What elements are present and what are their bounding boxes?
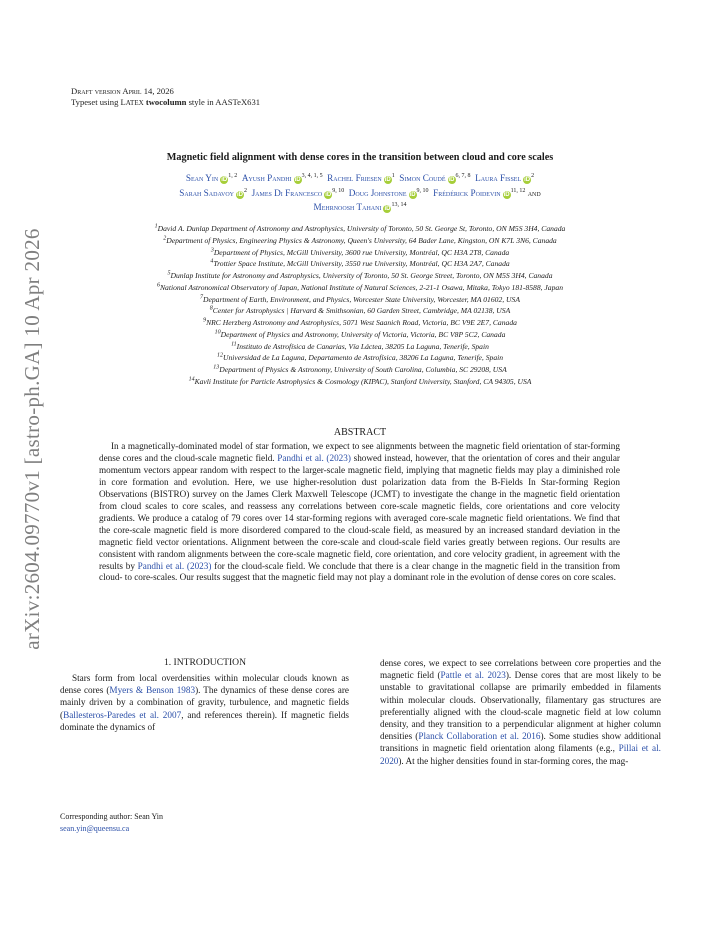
author-affil-sup: 6, 7, 8 [455, 172, 471, 179]
affiliation-number: 1 [154, 223, 158, 230]
author-affil-sup: 3, 4, 1, 5 [301, 172, 323, 179]
orcid-icon[interactable]: iD [503, 192, 510, 198]
affiliation-number: 7 [200, 293, 204, 300]
author-line-1 [60, 171, 660, 185]
paper-title: Magnetic field alignment with dense cores in the transition between cloud and core scales [166, 152, 554, 163]
affiliation-item [40, 258, 680, 270]
author-name[interactable]: Frédérick Poidevin [433, 188, 501, 198]
affiliation-number: 4 [210, 258, 214, 265]
affiliation-item [40, 376, 680, 388]
affiliation-item [40, 282, 680, 294]
typeset-suffix: style in AASTeX631 [186, 97, 261, 107]
body-text: ). Some studies show additional transitions in magnetic field orientation along filaments (e.g., [380, 731, 662, 754]
author-name[interactable]: Laura Fissel [475, 173, 522, 183]
affiliation-text: Trottier Space Institute, McGill University, 3550 rue University, Montréal, QC H3A 2A7, Canada [213, 259, 510, 269]
author-name[interactable]: James Di Francesco [251, 188, 323, 198]
intro-left-column [60, 672, 349, 733]
author-name[interactable]: Ayush Pandhi [241, 173, 292, 183]
draft-version-line: Draft version April 14, 2026 [71, 86, 174, 96]
abstract-text: for the cloud-scale field. We conclude that there is a clear change in the magnetic field in the transition from cloud- to core-scales. Our results suggest that the magnetic field may not play a dominant role in the evolution of dense cores on core scales. [99, 560, 620, 583]
typeset-style-bold: twocolumn [145, 97, 187, 107]
citation-link[interactable]: Myers & Benson 1983 [109, 685, 196, 696]
author-affil-sup: 11, 12 [510, 187, 526, 194]
author-name[interactable]: Simon Coudé [399, 173, 446, 183]
affiliation-item [40, 235, 680, 247]
citation-link[interactable]: Pillai et al. 2020 [380, 743, 661, 766]
author-affil-sup: 9, 10 [416, 187, 429, 194]
abstract-text: showed instead, however, that the orientation of cores and their angular momentum vectors appear random with respect to the larger-scale magnetic field, implying that magnetic fields may play a diminished role in core formation and evolution. Here, we use higher-resolution dust polarization data from the B-Fields In Star-forming Region Observations (BISTRO) survey on the James Clerk Maxwell Telescope (JCMT) to investigate the change in the magnetic field orientation from cloud scales to core scales, and reassess any correlations between core-scale magnetic fields, core orientations and core velocity gradients. We produce a catalog of 79 cores over 14 star-forming regions with averaged core-scale magnetic field orientations. We find that the core-scale magnetic field is more disordered compared to the cloud-scale field, as measured by an increased standard deviation in the magnetic field vector orientations. Alignment between the core-scale and cloud-scale field varies greatly between regions. Our results are consistent with random alignments between the core-scale magnetic field, core orientation, and core velocity gradient, in agreement with the results by [99, 452, 620, 571]
affiliation-text: Universidad de La Laguna, Departamento de Astrofísica, 38206 La Laguna, Tenerife, Spain [222, 353, 504, 363]
affiliation-text: Department of Physics and Astronomy, University of Victoria, Victoria, BC V8P 5C2, Canada [220, 329, 506, 339]
author-affil-sup: 9, 10 [332, 187, 345, 194]
affiliation-number: 9 [203, 317, 207, 324]
affiliation-item [40, 329, 680, 341]
affiliation-text: Department of Earth, Environment, and Physics, Worcester State University, Worcester, MA 01602, USA [203, 294, 520, 304]
affiliation-text: David A. Dunlap Department of Astronomy and Astrophysics, University of Toronto, 50 St. George St, Toronto, ON M5S 3H4, Canada [157, 224, 566, 233]
affiliation-item [40, 270, 680, 282]
body-text: ). Dense cores that are most likely to be unstable to gravitational collapse are primarily embedded in filaments within molecular clouds. Observationally, filamentary gas structures are preferentially aligned with the cloud-scale magnetic field at low column density, and they transition to a perpendicular alignment at higher column densities ( [380, 670, 661, 742]
author-name[interactable]: Mehrnoosh Tahani [313, 202, 382, 212]
affiliation-item [40, 341, 680, 353]
author-name[interactable]: Sarah Sadavoy [179, 188, 235, 198]
body-text: ). The dynamics of these dense cores are mainly driven by a combination of gravity, turbulence, and magnetic fields ( [60, 685, 350, 720]
intro-right-column [380, 657, 661, 767]
affiliation-text: NRC Herzberg Astronomy and Astrophysics, 5071 West Saanich Road, Victoria, BC V9E 2E7, Canada [206, 318, 517, 327]
citation-link[interactable]: Pandhi et al. (2023) [277, 452, 351, 463]
author-affil-sup: 2 [531, 172, 535, 179]
affiliation-number: 11 [231, 340, 237, 347]
author-line-3 [60, 200, 660, 214]
affiliation-text: Instituto de Astrofísica de Canarias, Vía Láctea, 38205 La Laguna, Tenerife, Spain [236, 341, 489, 351]
author-name[interactable]: Rachel Friesen [327, 173, 382, 183]
body-text: , and references therein). If magnetic fields dominate the dynamics of [60, 709, 350, 732]
orcid-icon[interactable]: iD [448, 177, 455, 183]
citation-link[interactable]: Pattle et al. 2023 [440, 670, 506, 681]
abstract-text: In a magnetically-dominated model of star formation, we expect to see alignments between the magnetic field orientation of star-forming dense cores and the cloud-scale magnetic field. [99, 441, 620, 463]
orcid-icon[interactable]: iD [294, 177, 301, 183]
affiliation-item [40, 364, 680, 376]
corresponding-author-footnote [60, 811, 163, 835]
affiliation-item [40, 247, 680, 259]
orcid-icon[interactable]: iD [237, 192, 244, 198]
orcid-icon[interactable]: iD [384, 177, 391, 183]
latex-logo: ATEX [125, 99, 144, 107]
orcid-icon[interactable]: iD [384, 206, 391, 212]
author-name[interactable]: Doug Johnstone [348, 188, 407, 198]
section-heading-introduction: 1. INTRODUCTION [163, 657, 247, 668]
affiliation-text: National Astronomical Observatory of Japan, National Institute of Natural Sciences, 2-21-1 Osawa, Mitaka, Tokyo 181-8588, Japan [159, 282, 563, 292]
affiliation-item [40, 294, 680, 306]
affiliation-item [40, 352, 680, 364]
affiliation-number: 14 [188, 376, 195, 383]
author-name[interactable]: Sean Yin [185, 173, 219, 183]
affiliation-number: 13 [213, 364, 220, 371]
author-affil-sup: 1, 2 [228, 172, 238, 179]
body-text: Stars form from local overdensities within molecular clouds known as dense cores ( [60, 673, 349, 696]
corresponding-author-label: Corresponding author: Sean Yin [60, 812, 164, 821]
affiliation-list [40, 223, 680, 388]
orcid-icon[interactable]: iD [524, 177, 531, 183]
author-line-2 [60, 186, 660, 200]
affiliation-number: 8 [209, 305, 213, 312]
affiliation-item [40, 223, 680, 235]
affiliation-number: 10 [214, 329, 221, 336]
author-affil-sup: 13, 14 [391, 201, 407, 208]
affiliation-text: Department of Physics, McGill University, 3600 rue University, Montréal, QC H3A 2T8, Canada [213, 247, 510, 257]
citation-link[interactable]: Ballesteros-Paredes et al. 2007 [63, 709, 182, 720]
orcid-icon[interactable]: iD [221, 177, 228, 183]
citation-link[interactable]: Planck Collaboration et al. 2016 [418, 731, 541, 742]
author-affil-sup: 1 [391, 172, 395, 179]
arxiv-identifier: arXiv:2604.09770v1 [astro-ph.GA] 10 Apr 2026 [20, 228, 44, 650]
author-and: and [527, 188, 541, 198]
affiliation-item [40, 317, 680, 329]
abstract-heading: ABSTRACT [333, 427, 387, 438]
affiliation-number: 5 [167, 270, 171, 277]
typeset-prefix: Typeset using L [71, 97, 126, 107]
abstract-body [99, 441, 620, 584]
body-text: ). At the higher densities found in star-forming cores, the mag- [398, 755, 629, 766]
affiliation-number: 6 [156, 282, 160, 289]
orcid-icon[interactable]: iD [409, 192, 416, 198]
body-text: dense cores, we expect to see correlations between core properties and the magnetic field ( [380, 658, 661, 681]
typeset-line [71, 97, 260, 109]
affiliation-number: 2 [163, 235, 167, 242]
affiliation-number: 12 [216, 352, 223, 359]
citation-link[interactable]: Pandhi et al. (2023) [137, 560, 212, 571]
affiliation-text: Dunlap Institute for Astronomy and Astrophysics, University of Toronto, 50 St. George Street, Toronto, ON M5S 3H4, Canada [170, 271, 553, 280]
affiliation-text: Department of Physics & Astronomy, University of South Carolina, Columbia, SC 29208, USA [219, 365, 507, 374]
affiliation-text: Kavli Institute for Particle Astrophysics & Cosmology (KIPAC), Stanford University, Stanford, CA 94305, USA [194, 376, 532, 386]
corresponding-author-email[interactable]: sean.yin@queensu.ca [60, 824, 130, 833]
orcid-icon[interactable]: iD [325, 192, 332, 198]
affiliation-text: Center for Astrophysics | Harvard & Smithsonian, 60 Garden Street, Cambridge, MA 02138, USA [212, 306, 511, 316]
affiliation-number: 3 [210, 246, 214, 253]
author-affil-sup: 2 [244, 187, 248, 194]
affiliation-item [40, 305, 680, 317]
affiliation-text: Department of Physics, Engineering Physics & Astronomy, Queen's University, 64 Bader Lane, Kingston, ON K7L 3N6, Canada [166, 235, 557, 245]
